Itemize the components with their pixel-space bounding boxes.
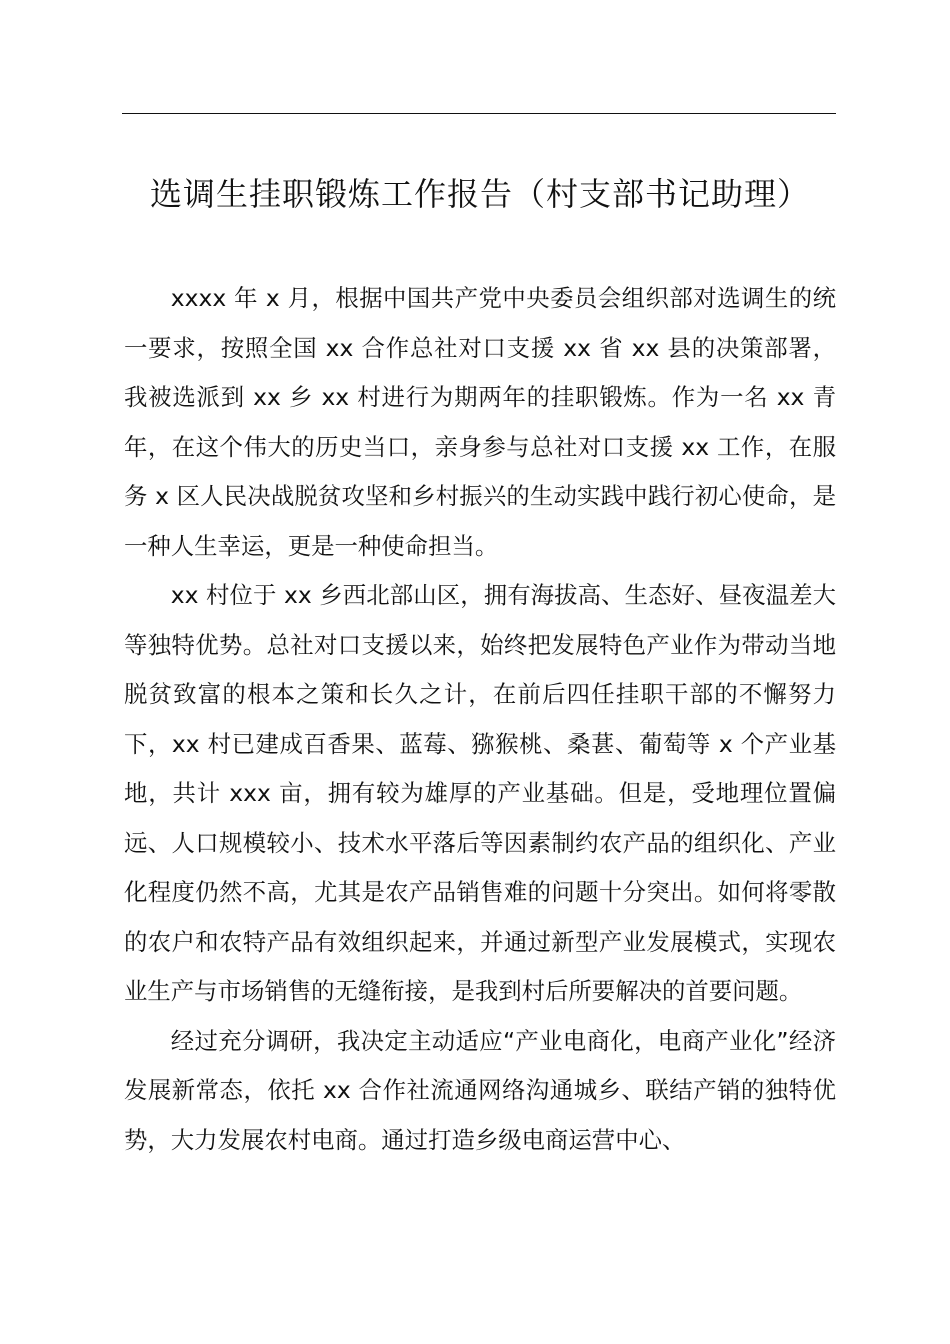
document-body xyxy=(124,274,836,1165)
header-rule xyxy=(122,113,836,114)
paragraph-2: xx 村位于 xx 乡西北部山区，拥有海拔高、生态好、昼夜温差大等独特优势。总社对口支援以来，始终把发展特色产业作为带动当地脱贫致富的根本之策和长久之计，在前后四任挂职干部的不懈努力下，xx 村已建成百香果、蓝莓、猕猴桃、桑葚、葡萄等 x 个产业基地，共计 xxx 亩，拥有较为雄厚的产业基础。但是，受地理位置偏远、人口规模较小、技术水平落后等因素制约农产品的组织化、产业化程度仍然不高，尤其是农产品销售难的问题十分突出。如何将零散的农户和农特产品有效组织起来，并通过新型产业发展模式，实现农业生产与市场销售的无缝衔接，是我到村后所要解决的首要问题。 xyxy=(124,581,836,1005)
paragraph-3: 经过充分调研，我决定主动适应“产业电商化，电商产业化”经济发展新常态，依托 xx 合作社流通网络沟通城乡、联结产销的独特优势，大力发展农村电商。通过打造乡级电商运营中心、 xyxy=(124,1026,836,1154)
paragraph-1: xxxx 年 x 月，根据中国共产党中央委员会组织部对选调生的统一要求，按照全国 xx 合作总社对口支援 xx 省 xx 县的决策部署，我被选派到 xx 乡 xx 村进行为期两年的挂职锻炼。作为一名 xx 青年，在这个伟大的历史当口，亲身参与总社对口支援 xx 工作，在服务 x 区人民决战脱贫攻坚和乡村振兴的生动实践中践行初心使命，是一种人生幸运，更是一种使命担当。 xyxy=(124,284,836,560)
document-title: 选调生挂职锻炼工作报告（村支部书记助理） xyxy=(149,175,810,213)
